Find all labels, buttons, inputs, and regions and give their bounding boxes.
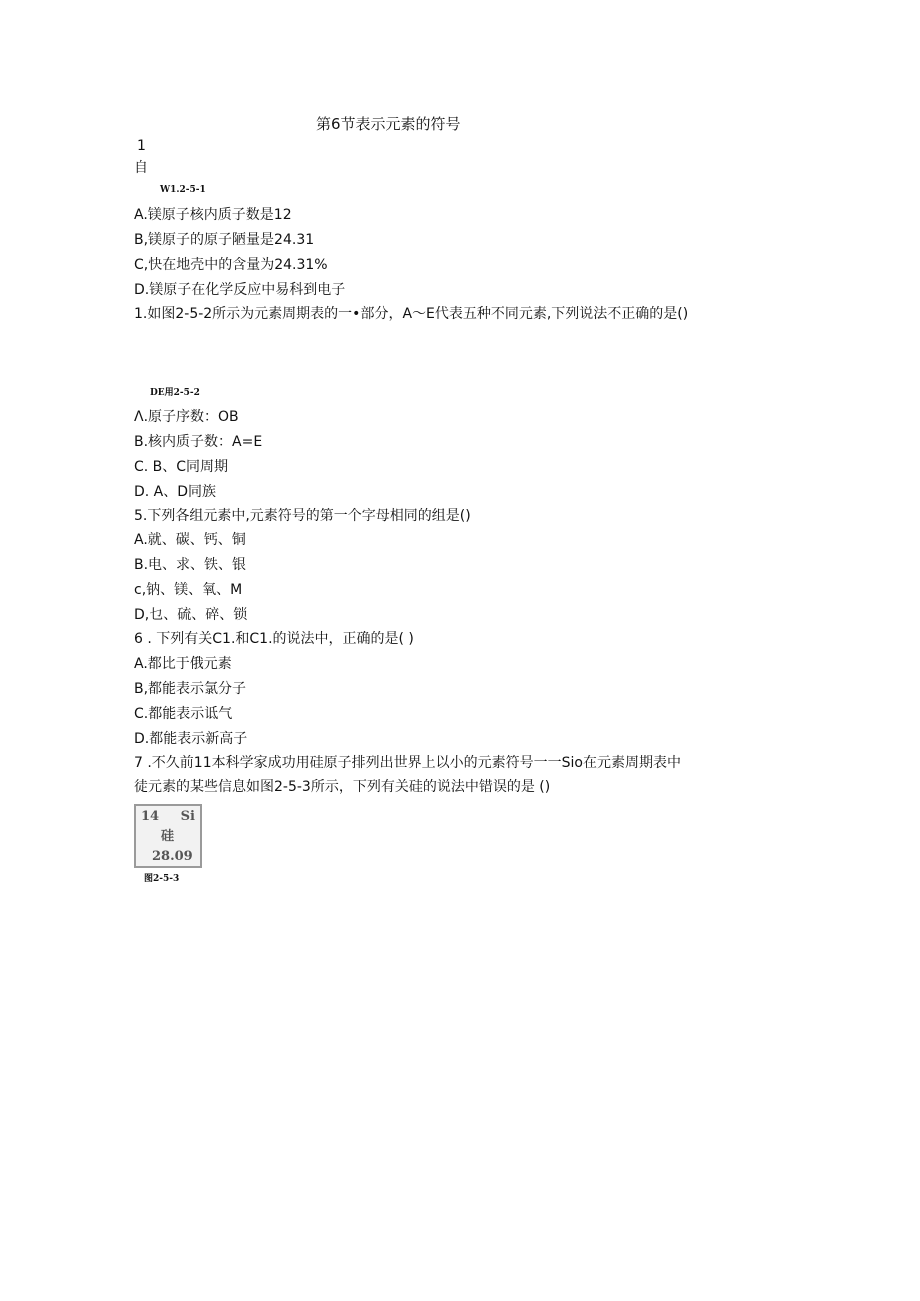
element-symbol: Si <box>180 809 195 824</box>
q6-option-a: A.都比于俄元素 <box>134 656 232 672</box>
silicon-element-card <box>134 804 202 868</box>
q7-stem-line2: 徒元素的某些信息如图2-5-3所示，下列有关硅的说法中错误的是 () <box>134 779 551 795</box>
zi-label: 自 <box>134 160 148 176</box>
q2-stem: 1.如图2-5-2所示为元素周期表的一•部分，A〜E代表五种不同元素,下列说法不正确的是() <box>134 306 689 322</box>
q1-option-a: A.镁原子核内质子数是12 <box>134 207 292 223</box>
q6-option-d: D.都能表示新高子 <box>134 731 248 747</box>
q6-option-c: C.都能表示诋气 <box>134 706 233 722</box>
atomic-mass: 28.09 <box>152 849 193 864</box>
question-number: 1 <box>137 138 146 154</box>
q5-option-b: B.电、求、铁、银 <box>134 557 247 573</box>
q5-option-a: A.就、碳、钙、铜 <box>134 532 246 548</box>
q2-option-a: Λ.原子序数：OB <box>134 409 239 425</box>
q2-option-c: C. B、C同周期 <box>134 459 229 475</box>
q2-option-d: D. A、D同族 <box>134 484 217 500</box>
element-name: 硅 <box>161 829 175 844</box>
page-title: 第6节表示元素的符号 <box>316 115 461 133</box>
q5-stem: 5.下列各组元素中,元素符号的第一个字母相同的组是() <box>134 508 471 524</box>
q6-option-b: B,都能表示氯分子 <box>134 681 247 697</box>
q1-option-d: D.镁原子在化学反应中易科到电子 <box>134 282 346 298</box>
figure-caption-2: DE用2-5-2 <box>150 388 200 398</box>
figure-caption-1: W1.2-5-1 <box>160 185 206 195</box>
q6-stem: 6 . 下列有关C1.和C1.的说法中，正确的是( ) <box>134 631 414 647</box>
atomic-number: 14 <box>141 809 160 824</box>
q5-option-c: c,钠、镁、氧、M <box>134 582 243 598</box>
q5-option-d: D,乜、硫、碎、锁 <box>134 607 248 623</box>
q2-option-b: B.核内质子数：A=E <box>134 434 263 450</box>
q1-option-c: C,快在地壳中的含量为24.31% <box>134 257 328 273</box>
q7-stem-line1: 7 .不久前11本科学家成功用硅原子排列出世界上以小的元素符号一一Sio在元素周期表中 <box>134 755 681 771</box>
figure-caption-3: 图2-5-3 <box>144 874 180 884</box>
q1-option-b: B,镁原子的原子陋量是24.31 <box>134 232 315 248</box>
